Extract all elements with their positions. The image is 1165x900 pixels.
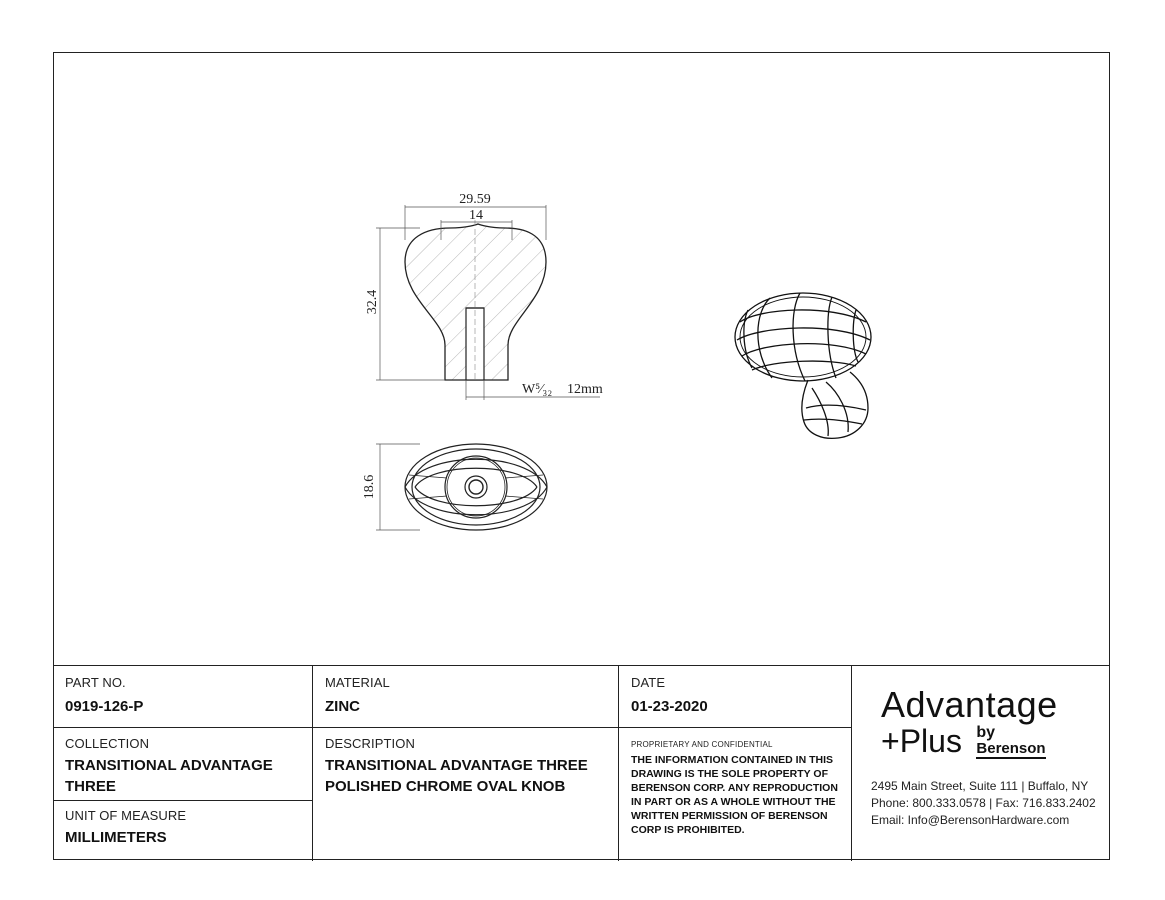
proprietary-line: CORP IS PROHIBITED.: [631, 824, 745, 836]
logo-line2: +Plus: [881, 723, 962, 759]
date-value: 01-23-2020: [631, 698, 708, 715]
uom-value: MILLIMETERS: [65, 829, 167, 846]
dim-width-inner: 14: [469, 208, 483, 223]
date-label: DATE: [631, 675, 666, 690]
proprietary-text: [631, 753, 838, 837]
title-block: [53, 665, 1110, 860]
part-no-value: 0919-126-P: [65, 698, 144, 715]
material-cell: [325, 675, 390, 717]
description-cell: [325, 736, 588, 797]
logo-by: by: [976, 724, 996, 741]
proprietary-cell: [631, 740, 838, 837]
dim-width-top: 29.59: [459, 192, 491, 207]
email-text: Email: Info@BerensonHardware.com: [871, 813, 1070, 827]
proprietary-line: IN PART OR AS A WHOLE WITHOUT THE: [631, 796, 836, 808]
part-no-label: PART NO.: [65, 675, 126, 690]
divider: [851, 666, 852, 861]
dim-depth: 18.6: [362, 474, 377, 500]
collection-label: COLLECTION: [65, 736, 150, 751]
knob-top-view: [405, 444, 547, 530]
proprietary-line: THE INFORMATION CONTAINED IN THIS: [631, 754, 834, 766]
divider: [312, 666, 313, 861]
logo-by-block: [976, 724, 1045, 759]
material-label: MATERIAL: [325, 675, 390, 690]
description-value-line2: POLISHED CHROME OVAL KNOB: [325, 778, 566, 795]
brand-logo: [881, 686, 1109, 759]
description-value-line1: TRANSITIONAL ADVANTAGE THREE: [325, 757, 588, 774]
uom-label: UNIT OF MEASURE: [65, 808, 187, 823]
address-text: 2495 Main Street, Suite 111 | Buffalo, NY: [871, 779, 1089, 793]
proprietary-line: WRITTEN PERMISSION OF BERENSON: [631, 810, 828, 822]
material-value: ZINC: [325, 698, 360, 715]
collection-cell: [65, 736, 273, 797]
part-no-cell: [65, 675, 143, 717]
proprietary-line: DRAWING IS THE SOLE PROPERTY OF: [631, 768, 828, 780]
dim-thread: W⁵⁄₃₂: [522, 382, 553, 397]
divider: [53, 800, 312, 801]
uom-cell: [65, 808, 186, 848]
description-label: DESCRIPTION: [325, 736, 415, 751]
contact-info: [871, 778, 1096, 829]
collection-value-line1: TRANSITIONAL ADVANTAGE: [65, 757, 273, 774]
logo-company: Berenson: [976, 740, 1046, 757]
proprietary-line: BERENSON CORP. ANY REPRODUCTION: [631, 782, 838, 794]
logo-line1: Advantage: [881, 684, 1058, 725]
divider: [53, 727, 851, 728]
dim-thread-length: 12mm: [567, 382, 603, 397]
dim-height: 32.4: [365, 289, 380, 315]
knob-isometric-view: [735, 293, 871, 438]
knob-side-view: [405, 220, 546, 380]
divider: [618, 666, 619, 861]
phone-text: Phone: 800.333.0578 | Fax: 716.833.2402: [871, 796, 1096, 810]
proprietary-heading: PROPRIETARY AND CONFIDENTIAL: [631, 740, 773, 749]
date-cell: [631, 675, 708, 717]
collection-value-line2: THREE: [65, 778, 116, 795]
